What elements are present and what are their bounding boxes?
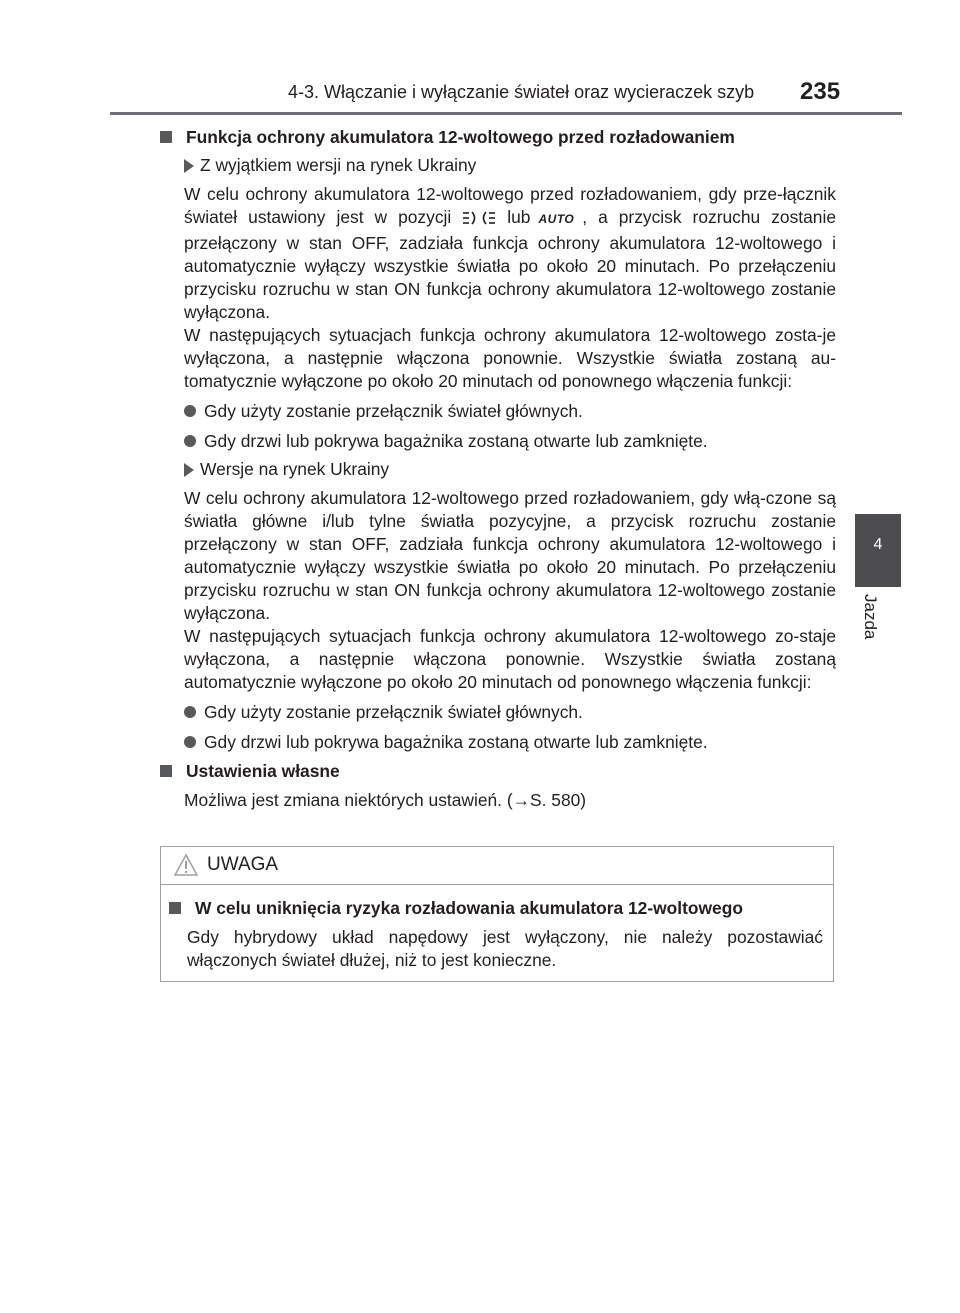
section-heading-text: Funkcja ochrony akumulatora 12-woltowego przed rozładowaniem [186, 127, 735, 147]
paragraph: W celu ochrony akumulatora 12-woltowego przed rozładowaniem, gdy włą-czone są światła główne i/lub tylne światła pozycyjne, a przycisk rozruchu zostanie przełączony w stan OFF, zadziała funkcja ochrony akumulatora 12-woltowego i automatycznie wyłączy wszystkie światła po około 20 minutach. Po przełączeniu przycisku rozruchu w stan ON funkcja ochrony akumulatora 12-woltowego zostanie wyłączona. [184, 488, 836, 623]
list-item-text: Gdy drzwi lub pokrywa bagażnika zostaną otwarte lub zamknięte. [204, 431, 708, 451]
circle-bullet-icon [184, 435, 196, 447]
list-item-text: Gdy użyty zostanie przełącznik świateł głównych. [204, 401, 583, 421]
main-content [160, 126, 836, 812]
list-item [184, 731, 836, 754]
paragraph: W następujących sytuacjach funkcja ochrony akumulatora 12-woltowego zo-staje wyłączona, a następnie włączona ponownie. Wszystkie światła zostaną automatycznie wyłączone po około 20 minutach od ponownego włączenia funkcji: [184, 626, 836, 692]
square-bullet-icon [160, 131, 172, 143]
list-item [184, 400, 836, 423]
square-bullet-icon [169, 902, 181, 914]
sub-heading-text: Wersje na rynek Ukrainy [200, 459, 390, 479]
warning-heading [169, 897, 823, 920]
auto-icon: AUTO [538, 212, 575, 226]
chapter-label: Jazda [861, 594, 880, 640]
section-heading-text: Ustawienia własne [186, 761, 340, 781]
sub-heading-text: Z wyjątkiem wersji na rynek Ukrainy [200, 155, 477, 175]
section-heading [160, 126, 836, 149]
paragraph [184, 183, 836, 324]
paragraph-text: W celu ochrony akumulatora 12-woltowego przed rozładowaniem, gdy prze-łącznik świateł ustawiony jest w pozycji [184, 184, 836, 227]
list-item [184, 701, 836, 724]
list-item [184, 430, 836, 453]
page-number: 235 [800, 78, 841, 105]
triangle-bullet-icon [184, 463, 194, 477]
header-section-title: 4-3. Włączanie i wyłączanie świateł oraz wycieraczek szyb [288, 82, 755, 102]
warning-body [161, 885, 833, 972]
chapter-tab [855, 514, 901, 587]
warning-heading-text: W celu uniknięcia ryzyka rozładowania akumulatora 12-woltowego [195, 898, 743, 918]
warning-header [161, 847, 833, 885]
chapter-number: 4 [873, 536, 883, 553]
tail-light-icon [461, 209, 497, 232]
sub-heading [184, 154, 836, 177]
list-item-text: Gdy drzwi lub pokrywa bagażnika zostaną otwarte lub zamknięte. [204, 732, 708, 752]
warning-text: Gdy hybrydowy układ napędowy jest wyłączony, nie należy pozostawiać włączonych świateł dłużej, niż to jest konieczne. [187, 927, 823, 970]
warning-triangle-icon [173, 853, 199, 882]
paragraph-text-cont: , a przycisk rozruchu zostanie przełączony w stan OFF, zadziała funkcja ochrony akumulatora 12-woltowego i automatycznie wyłączy wszystkie światła po około 20 minutach. Po przełączeniu przycisku rozruchu w stan ON funkcja ochrony akumulatora 12-woltowego zostanie wyłączona. [184, 207, 836, 322]
paragraph: Możliwa jest zmiana niektórych ustawień. (→S. 580) [184, 790, 587, 810]
circle-bullet-icon [184, 405, 196, 417]
warning-title: UWAGA [207, 854, 279, 875]
triangle-bullet-icon [184, 159, 194, 173]
paragraph-text-lub: lub [507, 207, 531, 227]
paragraph: W następujących sytuacjach funkcja ochrony akumulatora 12-woltowego zosta-je wyłączona, a następnie włączona ponownie. Wszystkie światła zostaną au-tomatycznie wyłączone po około 20 minutach od ponownego włączenia funkcji: [184, 325, 836, 391]
square-bullet-icon [160, 765, 172, 777]
warning-box [160, 846, 834, 982]
sub-heading [184, 458, 836, 481]
header-rule [110, 112, 902, 115]
list-item-text: Gdy użyty zostanie przełącznik świateł głównych. [204, 702, 583, 722]
circle-bullet-icon [184, 706, 196, 718]
section-heading [160, 760, 836, 783]
circle-bullet-icon [184, 736, 196, 748]
